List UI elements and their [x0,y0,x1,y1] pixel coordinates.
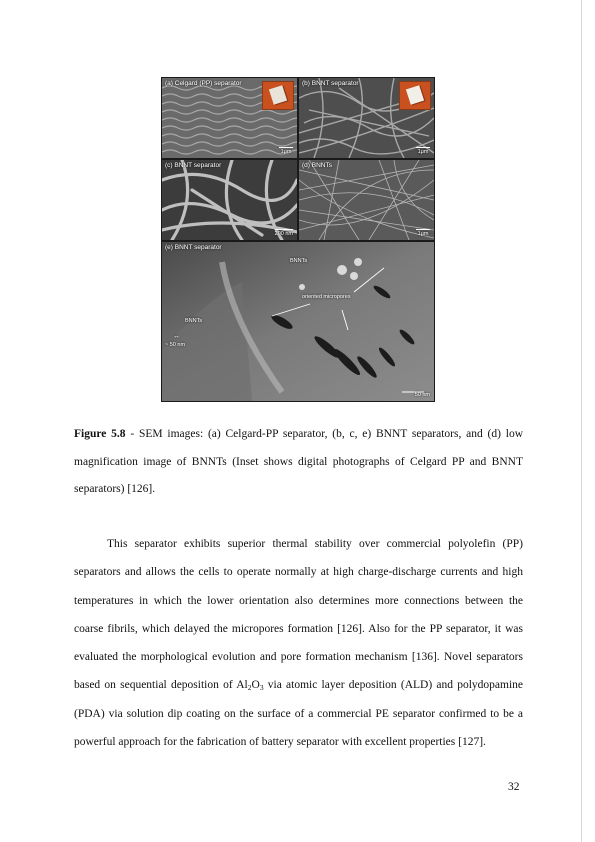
panel-c [162,160,297,240]
panel-c-scale-text: 200 nm [274,231,293,237]
panel-b-scale-text: 1μm [417,149,429,155]
panel-a-scale-text: 1μm [280,149,292,155]
panel-e-annot-oriented-micropores: oriented micropores [302,294,351,300]
panel-d-scale [416,229,430,237]
panel-b-scale [416,147,430,155]
body-paragraph [74,530,523,756]
panel-e-label: (e) BNNT separator [165,244,222,251]
panel-c-texture [162,160,297,240]
body-text-part-2: via atomic layer deposition (ALD) and polydopamine (PDA) via solution dip coating on the surface of a commercial PE separator confirmed to be a powerful approach for the fabrication of battery separator with excellent properties [127]. [74,679,523,749]
panel-c-label: (c) BNNT separator [165,162,222,169]
panel-e-annot-bnnts-top: BNNTs [290,258,308,264]
panel-e-scale-text: 50 nm [414,392,430,398]
panel-a-label: (a) Celgard (PP) separator [165,80,242,87]
panel-e-annot-width: ~ 50 nm [165,342,186,348]
panel-a-inset-photo [262,81,294,110]
panel-d-texture [299,160,434,240]
panel-e-texture [162,242,434,401]
panel-a-scale [279,147,293,155]
panel-d [299,160,434,240]
figure-caption [74,421,523,504]
panel-d-scale-text: 1μm [417,231,429,237]
panel-b [299,78,434,158]
subscript-3: 3 [259,683,264,693]
panel-b-inset-photo [399,81,431,110]
panel-c-scale [275,229,293,237]
panel-e-scale [415,392,430,398]
figure-caption-label: Figure 5.8 [74,428,126,440]
page-edge-line [581,0,582,842]
page-number: 32 [508,781,520,793]
body-text-oxygen: O [251,679,260,692]
panel-b-label: (b) BNNT separator [302,80,359,87]
panel-a [162,78,297,158]
sem-figure [161,77,435,402]
panel-e-annot-arrow: ↔ [173,333,180,340]
figure-caption-text: - SEM images: (a) Celgard-PP separator, (b, c, e) BNNT separators, and (d) low magnification image of BNNTs (Inset shows digital photographs of Celgard PP and BNNT separators) [126]. [74,428,523,495]
panel-e [162,242,434,401]
panel-d-label: (d) BNNTs [302,162,332,169]
body-text-part-1: This separator exhibits superior thermal stability over commercial polyolefin (PP) separators and allows the cells to operate normally at high charge-discharge currents and high temperatures in which the lower orientation also determines more connections between the coarse fibrils, which delayed the micropores formation [126]. Also for the PP separator, it was evaluated the morphological evolution and pore formation mechanism [136]. Novel separators based on sequential deposition of Al [74,538,523,692]
subscript-2: 2 [247,683,252,693]
panel-e-annot-bnnts-left: BNNTs [185,318,203,324]
